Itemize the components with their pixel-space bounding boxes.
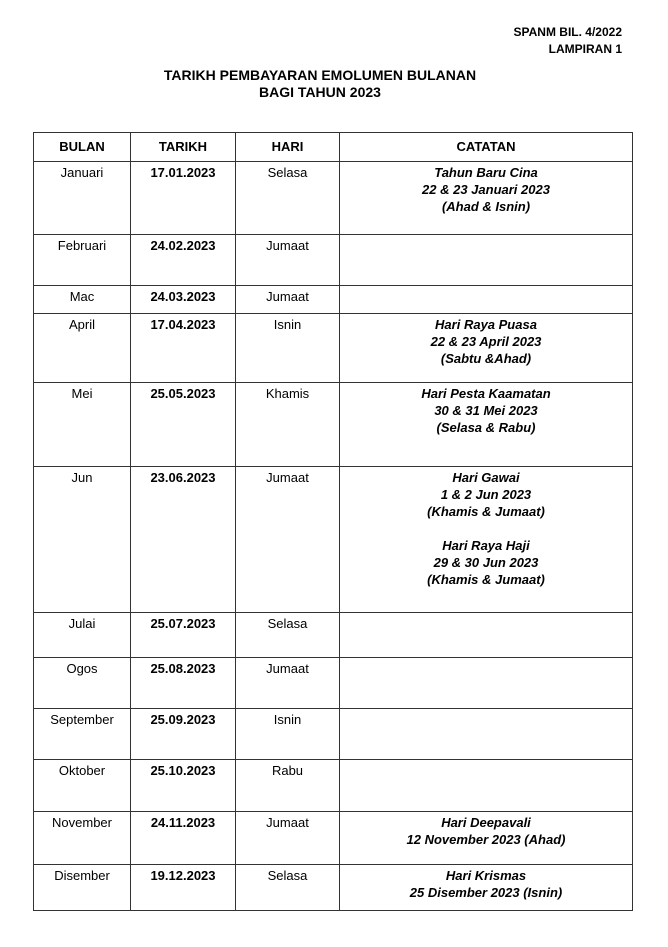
- table-row: [34, 812, 633, 865]
- cell-tarikh: 25.09.2023: [131, 709, 236, 760]
- cell-catatan: Hari Krismas 25 Disember 2023 (Isnin): [340, 865, 633, 911]
- table-row: [34, 162, 633, 235]
- cell-catatan: [340, 286, 633, 314]
- page-subtitle: BAGI TAHUN 2023: [259, 84, 381, 100]
- cell-bulan: Oktober: [34, 760, 131, 812]
- cell-tarikh: 17.01.2023: [131, 162, 236, 235]
- attachment-label: LAMPIRAN 1: [548, 42, 622, 56]
- cell-catatan: Hari Pesta Kaamatan 30 & 31 Mei 2023 (Selasa & Rabu): [340, 383, 633, 467]
- cell-bulan: Jun: [34, 467, 131, 613]
- cell-tarikh: 17.04.2023: [131, 314, 236, 383]
- table-row: [34, 658, 633, 709]
- cell-hari: Jumaat: [236, 286, 340, 314]
- table-row: [34, 865, 633, 911]
- cell-catatan: [340, 760, 633, 812]
- cell-bulan: November: [34, 812, 131, 865]
- table-row: [34, 613, 633, 658]
- cell-tarikh: 25.07.2023: [131, 613, 236, 658]
- cell-hari: Isnin: [236, 709, 340, 760]
- cell-hari: Selasa: [236, 865, 340, 911]
- table-row: [34, 235, 633, 286]
- payment-schedule-table: [33, 132, 633, 911]
- cell-catatan: [340, 613, 633, 658]
- cell-bulan: Mac: [34, 286, 131, 314]
- cell-tarikh: 25.08.2023: [131, 658, 236, 709]
- cell-catatan: Hari Raya Puasa 22 & 23 April 2023 (Sabtu &Ahad): [340, 314, 633, 383]
- cell-hari: Jumaat: [236, 812, 340, 865]
- column-header-catatan: CATATAN: [340, 133, 633, 162]
- cell-hari: Isnin: [236, 314, 340, 383]
- column-header-hari: HARI: [236, 133, 340, 162]
- cell-tarikh: 24.11.2023: [131, 812, 236, 865]
- cell-catatan: Tahun Baru Cina 22 & 23 Januari 2023 (Ahad & Isnin): [340, 162, 633, 235]
- column-header-bulan: BULAN: [34, 133, 131, 162]
- cell-hari: Jumaat: [236, 658, 340, 709]
- cell-catatan: [340, 235, 633, 286]
- cell-tarikh: 24.02.2023: [131, 235, 236, 286]
- cell-tarikh: 24.03.2023: [131, 286, 236, 314]
- table-row: [34, 467, 633, 613]
- cell-catatan: [340, 658, 633, 709]
- cell-hari: Rabu: [236, 760, 340, 812]
- cell-hari: Selasa: [236, 162, 340, 235]
- cell-bulan: September: [34, 709, 131, 760]
- cell-tarikh: 25.05.2023: [131, 383, 236, 467]
- cell-tarikh: 19.12.2023: [131, 865, 236, 911]
- cell-catatan: Hari Deepavali 12 November 2023 (Ahad): [340, 812, 633, 865]
- cell-hari: Selasa: [236, 613, 340, 658]
- table-row: [34, 760, 633, 812]
- column-header-tarikh: TARIKH: [131, 133, 236, 162]
- cell-catatan: [340, 709, 633, 760]
- cell-bulan: April: [34, 314, 131, 383]
- table-row: [34, 314, 633, 383]
- cell-hari: Jumaat: [236, 235, 340, 286]
- table-row: [34, 383, 633, 467]
- cell-bulan: Julai: [34, 613, 131, 658]
- cell-bulan: Mei: [34, 383, 131, 467]
- cell-bulan: Disember: [34, 865, 131, 911]
- page-title: TARIKH PEMBAYARAN EMOLUMEN BULANAN: [163, 67, 477, 83]
- table-row: [34, 709, 633, 760]
- cell-hari: Khamis: [236, 383, 340, 467]
- cell-catatan: Hari Gawai 1 & 2 Jun 2023 (Khamis & Jumaat) Hari Raya Haji 29 & 30 Jun 2023 (Khamis & Jumaat): [340, 467, 633, 613]
- cell-bulan: Januari: [34, 162, 131, 235]
- cell-tarikh: 25.10.2023: [131, 760, 236, 812]
- cell-bulan: Februari: [34, 235, 131, 286]
- cell-hari: Jumaat: [236, 467, 340, 613]
- table-row: [34, 286, 633, 314]
- table-header-row: [34, 133, 633, 162]
- cell-tarikh: 23.06.2023: [131, 467, 236, 613]
- cell-bulan: Ogos: [34, 658, 131, 709]
- reference-number: SPANM BIL. 4/2022: [513, 25, 622, 39]
